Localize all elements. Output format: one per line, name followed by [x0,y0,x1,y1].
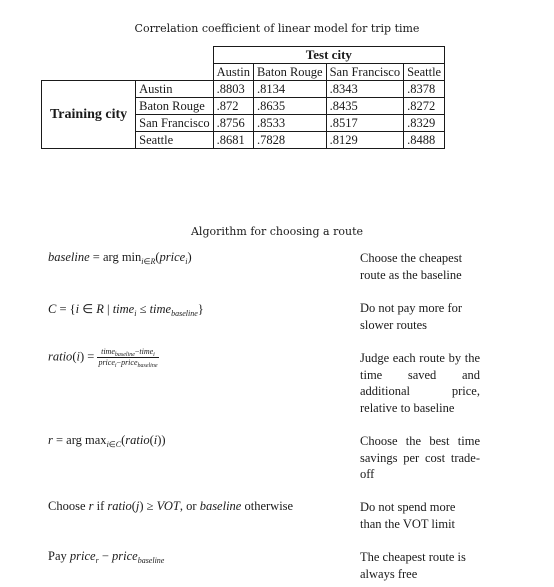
table-cell: .8272 [404,98,445,115]
table-cell: .872 [213,98,253,115]
table-cell: .8517 [326,115,403,132]
test-city-header: Test city [213,47,444,64]
step-formula: r = arg $\max_{i\in C}(ratio(i))$ [48,433,166,449]
column-header: Austin [213,64,253,81]
table-cell: .8803 [213,81,253,98]
table-cell: .8635 [253,98,326,115]
table-cell: .8488 [404,132,445,149]
step-description: Judge each route by the time saved and additional price, relative to baseline [360,351,480,415]
step-formula: C = {i ∈ R | time$_i$ ≤ time$_{baseline}$} [48,302,204,318]
row-header: Seattle [136,132,213,149]
row-header: Austin [136,81,213,98]
table-cell: .7828 [253,132,326,149]
column-header: San Francisco [326,64,403,81]
step-formula: ratio(i) = $\frac{time_{baseline}-time_i}{price_i-price_{baseline}}$ [48,347,158,369]
step-description: Choose the best time savings per cost trade-off [360,434,480,481]
table-cell: .8533 [253,115,326,132]
step-formula: Pay price$_r$ − price$_{baseline}$ [48,549,165,565]
row-header: Baton Rouge [136,98,213,115]
column-header: Baton Rouge [253,64,326,81]
table-cell: .8129 [326,132,403,149]
step-description: Do not spend more than the VOT limit [360,500,456,531]
step-formula: baseline = arg $\min_{i\in R}(price_i)$ [48,250,192,266]
training-city-header: Training city [42,81,136,149]
table-caption: Correlation coefficient of linear model for trip time [134,22,420,35]
step-formula: Choose r if ratio(j) ≥ VOT, or baseline otherwise [48,499,294,513]
algorithm-caption: Algorithm for choosing a route [190,225,363,238]
table-cell: .8378 [404,81,445,98]
column-header: Seattle [404,64,445,81]
ratio-fraction: $\frac{time_{baseline}-time_i}{price_i-price_{baseline}}$ [98,347,158,369]
step-description: The cheapest route is always free [360,550,466,581]
table-cell: .8134 [253,81,326,98]
step-description: Do not pay more for slower routes [360,301,463,332]
row-header: San Francisco [136,115,213,132]
table-cell: .8343 [326,81,403,98]
table-cell: .8681 [213,132,253,149]
table-cell: .8756 [213,115,253,132]
table-cell: .8329 [404,115,445,132]
step-description: Choose the cheapest route as the baseline [360,251,463,282]
table-cell: .8435 [326,98,403,115]
